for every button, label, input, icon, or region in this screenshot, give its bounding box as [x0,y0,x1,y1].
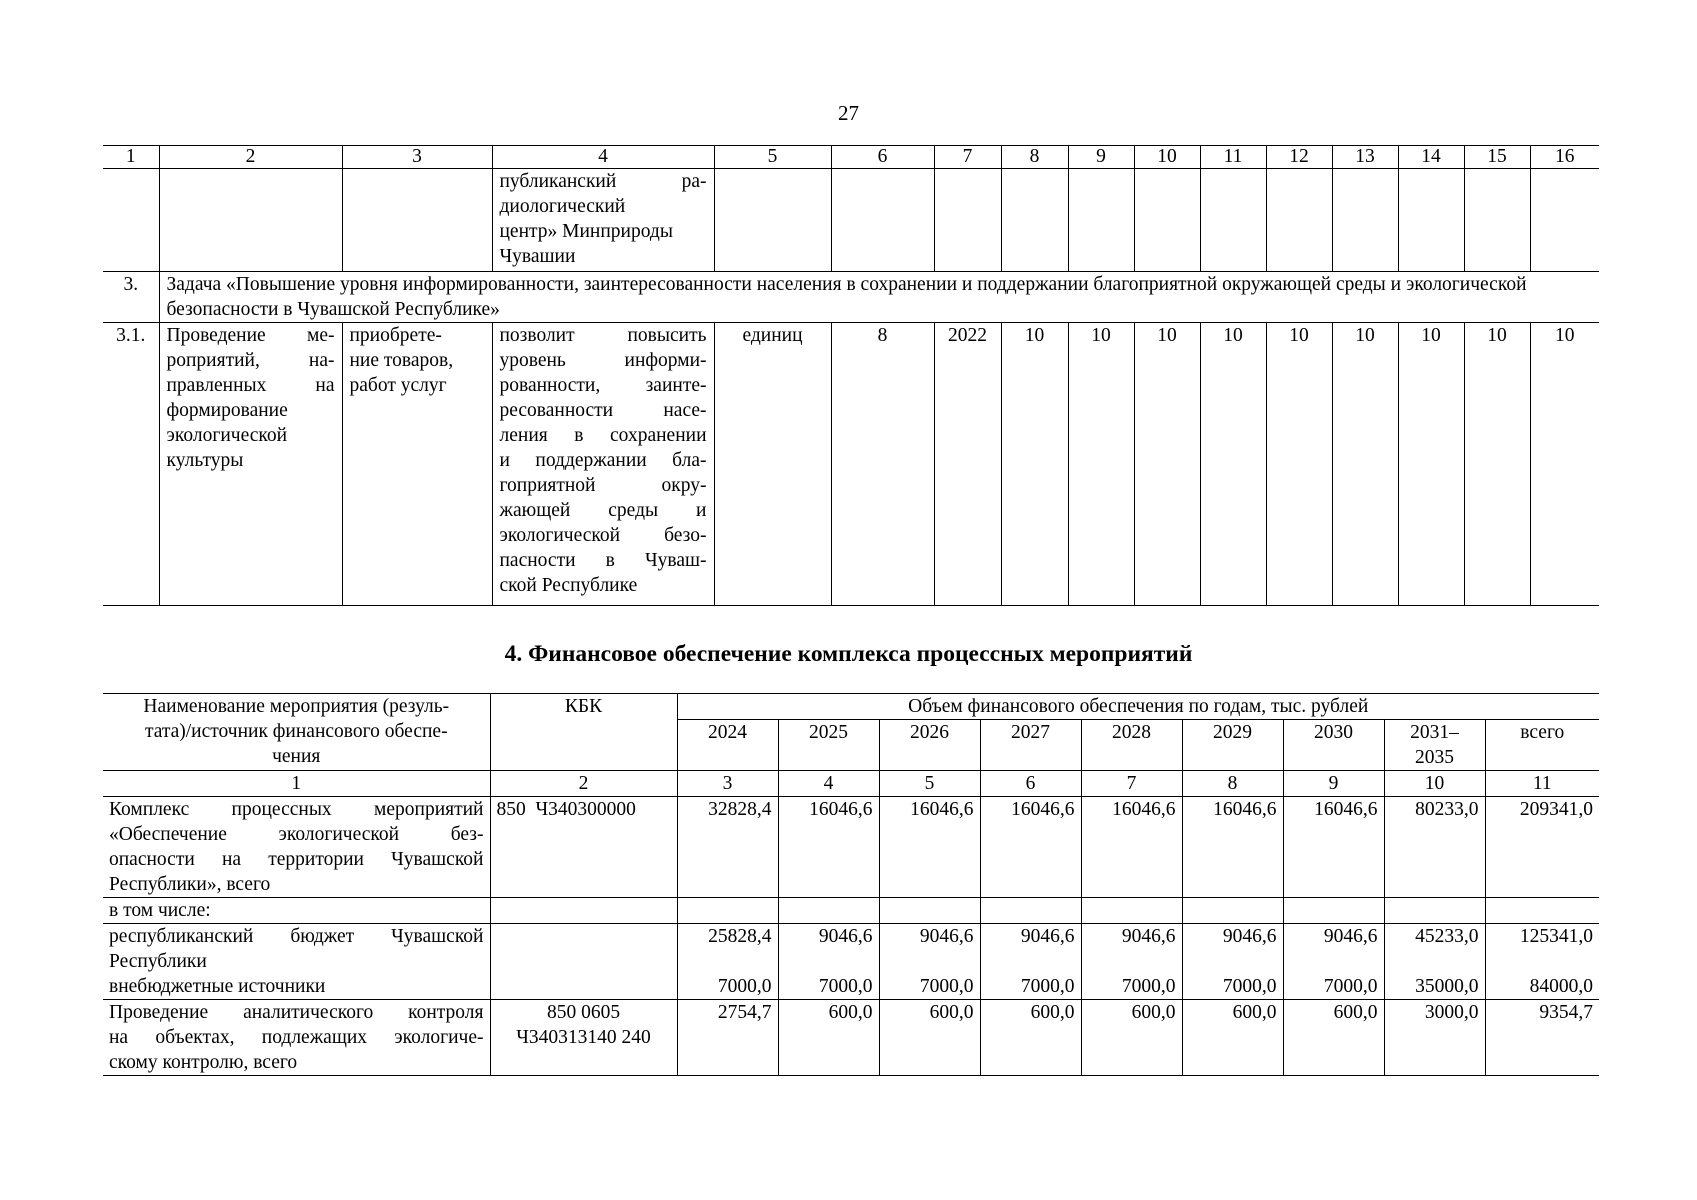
header-year: 2030 [1283,720,1384,771]
item-value: 10 [1464,323,1530,606]
header-year: 2026 [879,720,980,771]
header-year: 2028 [1081,720,1182,771]
text-line: Чувашии [499,246,576,267]
header-volume: Объем финансового обеспечения по годам, тыс. рублей [677,694,1599,720]
row-kbk [490,924,677,975]
col-number: 4 [778,771,879,797]
row-value: 2754,7 [677,1000,778,1076]
responsible-text [492,169,714,272]
page-number: 27 [838,101,859,125]
text-line: ления в сохранении [499,425,707,446]
row-value: 7000,0 [1182,974,1283,1000]
text-line: пасности в Чуваш- [499,550,707,571]
text-line: 2035 [1415,747,1454,768]
table-row [103,797,1599,898]
text-line: роприятий, на- [166,350,335,371]
text-line: формирование [166,400,288,421]
text-line: публиканский ра- [499,171,707,192]
text-line: скому контролю, всего [109,1052,298,1073]
text-line: 850 0605 [546,1002,621,1023]
finance-colnum-row [103,771,1599,797]
col-number: 1 [103,146,159,169]
row-value: 9046,6 [980,924,1081,975]
finance-table [103,693,1599,1076]
row-value: 125341,0 [1485,924,1599,975]
item-value: 10 [1134,323,1200,606]
row-value: 9046,6 [778,924,879,975]
col-number: 9 [1283,771,1384,797]
column-number-row [103,146,1599,169]
header-kbk: КБК [490,694,677,771]
row-kbk [490,898,677,924]
text-line: работ услуг [349,375,447,396]
item-value: 10 [1266,323,1332,606]
table-row [103,974,1599,1000]
col-number: 15 [1464,146,1530,169]
indicators-table [103,145,1599,606]
col-number: 8 [1001,146,1068,169]
header-year: 2027 [980,720,1081,771]
item-type [342,323,492,606]
item-description [492,323,714,606]
row-value: 600,0 [980,1000,1081,1076]
row-value: 25828,4 [677,924,778,975]
header-year: 2024 [677,720,778,771]
row-name [103,1000,490,1076]
header-year: 2029 [1182,720,1283,771]
col-number: 16 [1530,146,1599,169]
text-line: культуры [166,450,244,471]
text-line: уровень информи- [499,350,707,371]
row-value: 600,0 [778,1000,879,1076]
row-value: 3000,0 [1384,1000,1485,1076]
col-number: 1 [103,771,490,797]
text-line: позволит повысить [499,325,707,346]
col-number: 11 [1485,771,1599,797]
text-line: Проведение ме- [166,325,335,346]
text-line: Ч340313140 240 [516,1027,651,1048]
row-value: 32828,4 [677,797,778,898]
text-line: Комплекс процессных мероприятий [109,799,484,820]
continuation-row [103,169,1599,272]
text-line: 2031– [1410,722,1459,743]
row-value: 9354,7 [1485,1000,1599,1076]
row-value [1081,898,1182,924]
col-number: 2 [490,771,677,797]
row-value: 9046,6 [1283,924,1384,975]
text-line: Республики», всего [109,874,271,895]
col-number: 5 [714,146,831,169]
row-kbk: 850 Ч340300000 [490,797,677,898]
item-value: 10 [1398,323,1464,606]
header-year-range [1384,720,1485,771]
col-number: 5 [879,771,980,797]
row-value: 7000,0 [980,974,1081,1000]
row-kbk [490,1000,677,1076]
col-number: 14 [1398,146,1464,169]
row-value: 7000,0 [677,974,778,1000]
text-line: «Обеспечение экологической без- [109,824,484,845]
row-name: внебюджетные источники [103,974,490,1000]
text-line: экологической безо- [499,525,707,546]
row-value: 600,0 [1283,1000,1384,1076]
row-name: в том числе: [103,898,490,924]
row-value [677,898,778,924]
text-line: на объектах, подлежащих экологиче- [109,1027,484,1048]
item-row [103,323,1599,606]
col-number: 10 [1384,771,1485,797]
col-number: 9 [1068,146,1134,169]
text-line: ской Республике [499,575,638,596]
table-row [103,924,1599,975]
row-value: 35000,0 [1384,974,1485,1000]
text-line: чения [272,746,321,767]
row-value: 600,0 [1182,1000,1283,1076]
row-value [778,898,879,924]
text-line: правленных на [166,375,335,396]
row-value [1485,898,1599,924]
row-value: 7000,0 [778,974,879,1000]
text-line: экологической [166,425,288,446]
item-name [159,323,342,606]
col-number: 10 [1134,146,1200,169]
row-value: 16046,6 [778,797,879,898]
row-value: 600,0 [879,1000,980,1076]
row-value: 80233,0 [1384,797,1485,898]
table-row [103,1000,1599,1076]
task-row [103,272,1599,323]
row-value: 9046,6 [1182,924,1283,975]
col-number: 13 [1332,146,1398,169]
row-value: 7000,0 [879,974,980,1000]
row-value: 9046,6 [1081,924,1182,975]
item-base-value: 8 [831,323,934,606]
row-value: 16046,6 [1182,797,1283,898]
item-value: 10 [1001,323,1068,606]
finance-header-row [103,694,1599,720]
text-line: гоприятной окру- [499,475,707,496]
text-line: опасности на территории Чувашской [109,849,484,870]
text-line: ресованности насе- [499,400,707,421]
row-value [1283,898,1384,924]
row-value [1384,898,1485,924]
row-value: 16046,6 [980,797,1081,898]
item-value: 10 [1200,323,1266,606]
text-line: ние товаров, [349,350,454,371]
col-number: 12 [1266,146,1332,169]
row-value: 16046,6 [1283,797,1384,898]
task-number: 3. [103,272,159,323]
row-value: 16046,6 [879,797,980,898]
text-line: Проведение аналитического контроля [109,1002,484,1023]
col-number: 7 [934,146,1001,169]
col-number: 8 [1182,771,1283,797]
row-value: 84000,0 [1485,974,1599,1000]
row-value: 16046,6 [1081,797,1182,898]
item-value: 10 [1332,323,1398,606]
section-title: 4. Финансовое обеспечение комплекса процессных мероприятий [504,641,1193,667]
text-line: Наименование мероприятия (резуль- [143,696,450,717]
text-line: республиканский бюджет Чувашской [109,926,484,947]
col-number: 4 [492,146,714,169]
row-name [103,924,490,975]
row-value: 45233,0 [1384,924,1485,975]
text-line: диологический [499,196,626,217]
text-line: тата)/источник финансового обеспе- [144,721,448,742]
task-text: Задача «Повышение уровня информированности, заинтересованности населения в сохранении и поддержании благоприятной окружающей среды и экологической безопасности в Чувашской Республике» [159,272,1599,323]
text-line: и поддержании бла- [499,450,707,471]
row-value [879,898,980,924]
row-name [103,797,490,898]
item-number: 3.1. [103,323,159,606]
text-line: жающей среды и [499,500,707,521]
row-value: 600,0 [1081,1000,1182,1076]
row-kbk [490,974,677,1000]
row-value [1182,898,1283,924]
col-number: 2 [159,146,342,169]
item-value: 10 [1530,323,1599,606]
col-number: 6 [980,771,1081,797]
row-value: 209341,0 [1485,797,1599,898]
text-line: рованности, заинте- [499,375,707,396]
header-year: 2025 [778,720,879,771]
item-unit: единиц [714,323,831,606]
col-number: 11 [1200,146,1266,169]
col-number: 3 [677,771,778,797]
col-number: 7 [1081,771,1182,797]
row-value: 7000,0 [1283,974,1384,1000]
header-total: всего [1485,720,1599,771]
item-value: 10 [1068,323,1134,606]
text-line: Республики [109,951,207,972]
table-row [103,898,1599,924]
col-number: 3 [342,146,492,169]
col-number: 6 [831,146,934,169]
text-line: приобрете- [349,325,442,346]
row-value [980,898,1081,924]
item-base-year: 2022 [934,323,1001,606]
row-value: 7000,0 [1081,974,1182,1000]
row-value: 9046,6 [879,924,980,975]
header-name [103,694,490,771]
text-line: центр» Минприроды [499,221,673,242]
